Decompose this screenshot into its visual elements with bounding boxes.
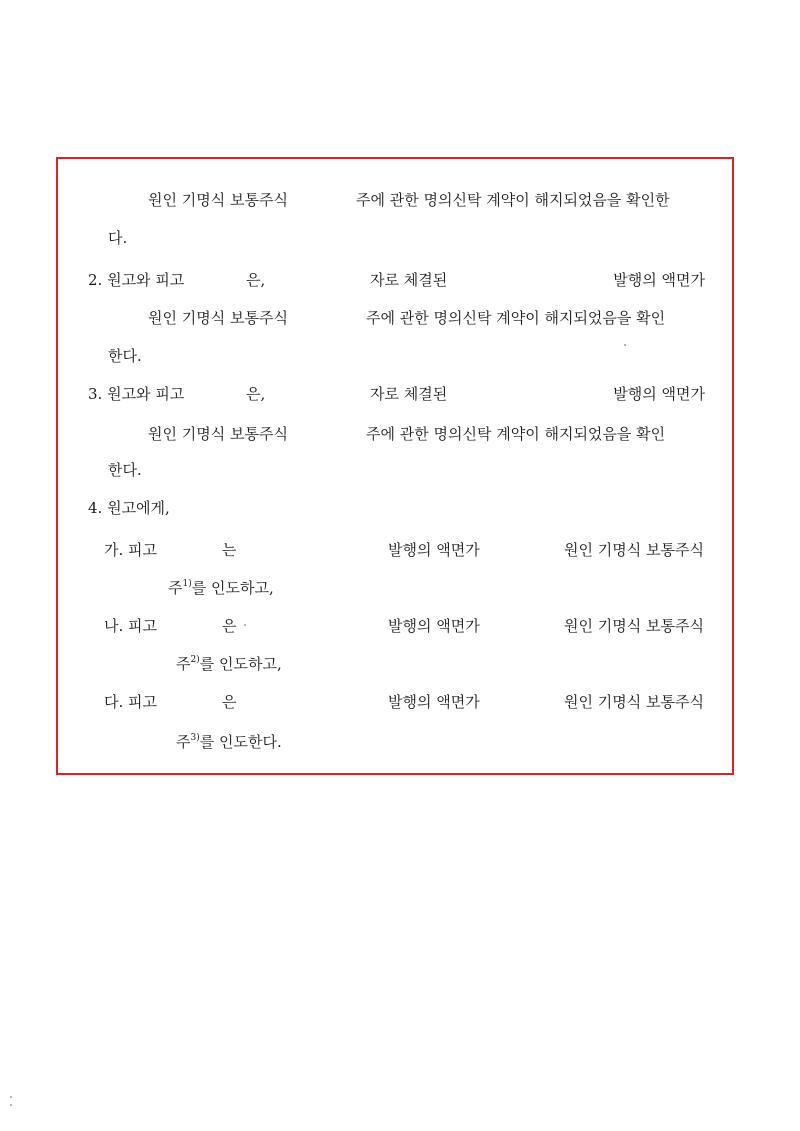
item3-line2-tail — [366, 424, 665, 444]
item3-line2 — [148, 424, 288, 444]
item2-text-f: 주에 관한 명의신탁 계약이 해지되었음을 확인 — [366, 309, 666, 327]
sub-da-line2 — [176, 732, 282, 752]
item1-line1-tail — [356, 190, 706, 210]
item4-text: 4. 원고에게, — [88, 499, 170, 517]
item2-text-c: 자로 체결된 — [370, 271, 448, 289]
sub-na-text-e-post: 를 인도하고, — [199, 655, 282, 673]
sub-na-text-e-pre: 주 — [176, 655, 191, 673]
sub-da-line1 — [104, 692, 704, 712]
item1-text-b: 주에 관한 명의신탁 계약이 해지되었음을 확인한 — [356, 191, 670, 209]
sub-na-footnote-ref[interactable]: 2) — [190, 655, 200, 665]
item4-heading — [88, 498, 170, 518]
sub-na-text-b: 은 — [222, 617, 237, 635]
scan-speck — [244, 624, 246, 626]
item2-text-d: 발행의 액면가 — [613, 271, 705, 289]
sub-ga-text-c: 발행의 액면가 — [388, 541, 480, 559]
sub-na-text-c: 발행의 액면가 — [388, 617, 480, 635]
sub-ga-line1 — [104, 540, 704, 560]
sub-ga-text-e-pre: 주 — [168, 579, 183, 597]
item3-line1 — [88, 384, 705, 404]
item2-text-b: 은, — [246, 271, 266, 289]
sub-ga-text-a: 가. 피고 — [104, 541, 158, 559]
scan-speck — [624, 344, 626, 346]
item3-text-f: 주에 관한 명의신탁 계약이 해지되었음을 확인 — [366, 425, 666, 443]
item3-text-a: 3. 원고와 피고 — [88, 385, 185, 403]
item2-line1 — [88, 270, 705, 290]
sub-da-text-e-post: 를 인도한다. — [199, 733, 282, 751]
item2-line3 — [108, 346, 142, 366]
item2-text-e: 원인 기명식 보통주식 — [148, 309, 288, 327]
item2-text-g: 한다. — [108, 347, 142, 365]
item2-line2-tail — [366, 308, 665, 328]
sub-na-line2 — [176, 654, 282, 674]
sub-na-text-d: 원인 기명식 보통주식 — [564, 617, 704, 635]
item1-line1 — [148, 190, 288, 210]
item1-line2 — [108, 228, 127, 248]
item3-text-e: 원인 기명식 보통주식 — [148, 425, 288, 443]
item2-text-a: 2. 원고와 피고 — [88, 271, 185, 289]
sub-ga-footnote-ref[interactable]: 1) — [182, 579, 192, 589]
sub-na-text-a: 나. 피고 — [104, 617, 158, 635]
item3-text-b: 은, — [246, 385, 266, 403]
sub-da-text-c: 발행의 액면가 — [388, 693, 480, 711]
sub-da-footnote-ref[interactable]: 3) — [190, 733, 200, 743]
scan-speck — [10, 1096, 12, 1098]
sub-da-text-b: 은 — [222, 693, 237, 711]
item2-line2 — [148, 308, 288, 328]
item3-line3 — [108, 460, 142, 480]
sub-ga-line2 — [168, 578, 274, 598]
sub-da-text-a: 다. 피고 — [104, 693, 158, 711]
sub-da-text-e-pre: 주 — [176, 733, 191, 751]
item3-text-d: 발행의 액면가 — [613, 385, 705, 403]
item3-text-c: 자로 체결된 — [370, 385, 448, 403]
item1-text-c: 다. — [108, 229, 128, 247]
item1-text-a: 원인 기명식 보통주식 — [148, 191, 288, 209]
sub-ga-text-e-post: 를 인도하고, — [191, 579, 274, 597]
sub-ga-text-d: 원인 기명식 보통주식 — [564, 541, 704, 559]
item3-text-g: 한다. — [108, 461, 142, 479]
sub-na-line1 — [104, 616, 704, 636]
highlight-box — [56, 157, 734, 775]
sub-ga-text-b: 는 — [222, 541, 237, 559]
sub-da-text-d: 원인 기명식 보통주식 — [564, 693, 704, 711]
scan-speck — [10, 1104, 12, 1106]
